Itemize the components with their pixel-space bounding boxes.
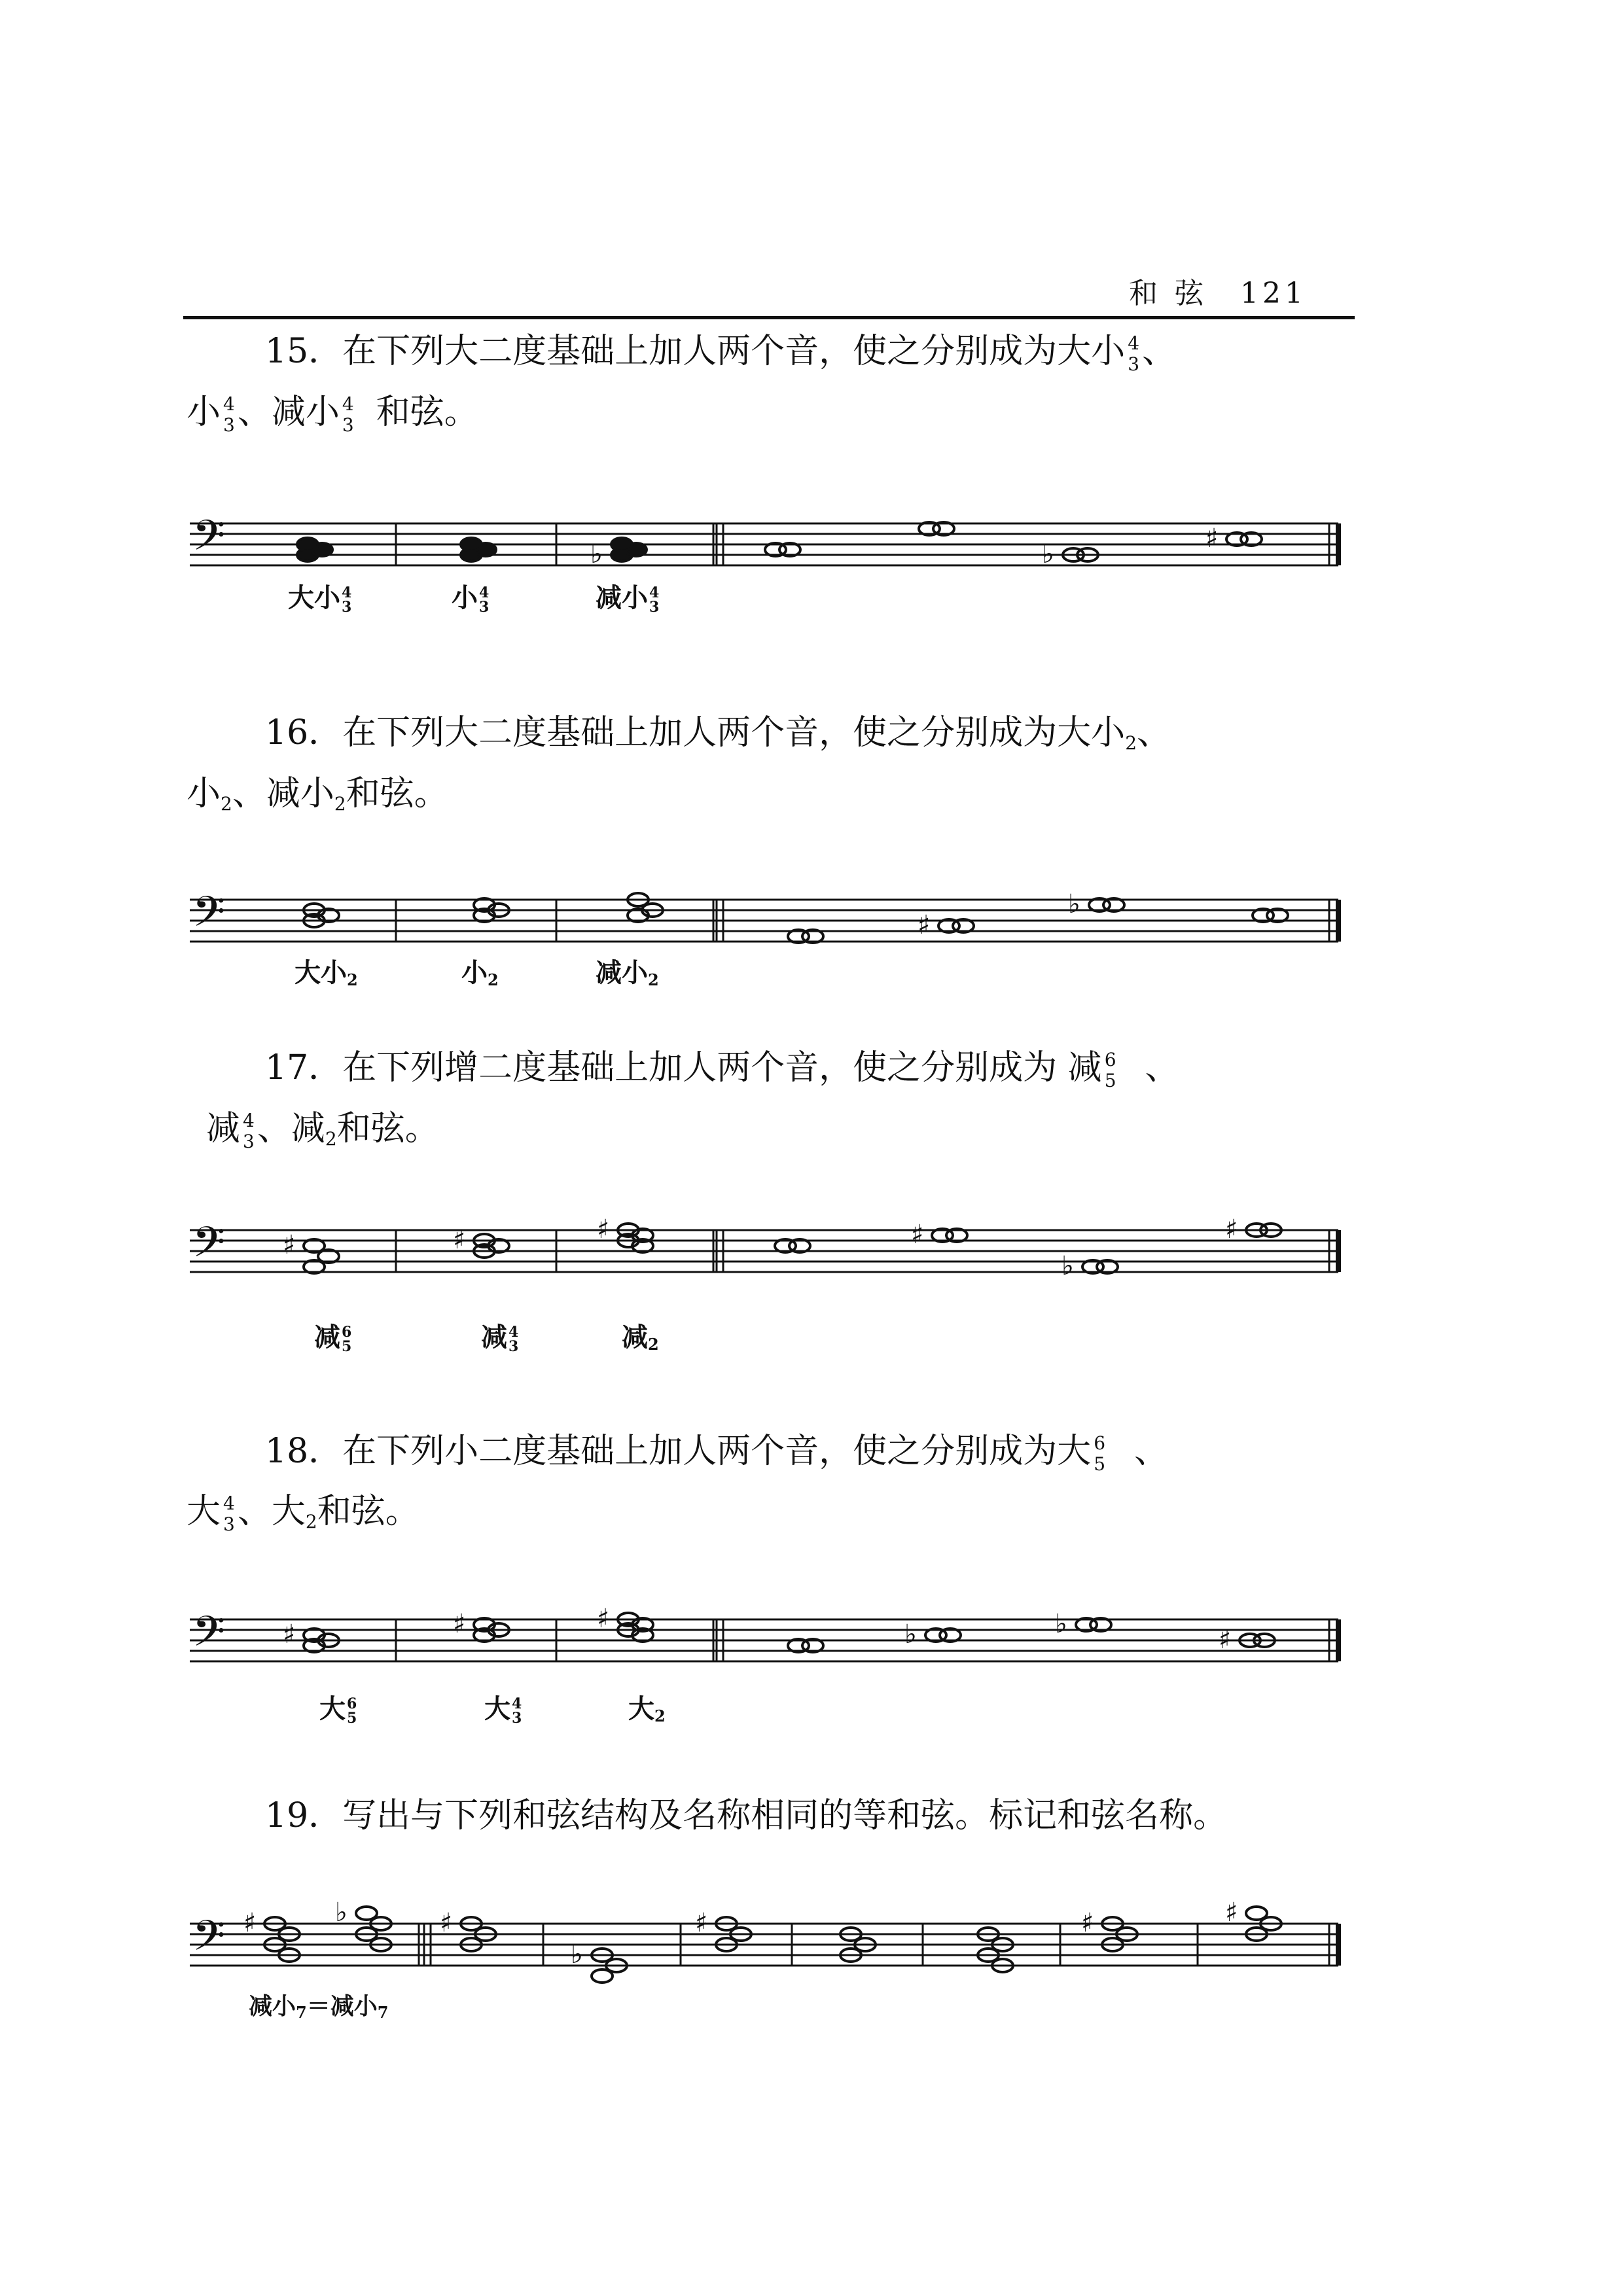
sharp-icon: ♯ [1081,1908,1094,1938]
ex17-label-1: 减 6 5 [314,1322,352,1355]
sharp-icon: ♯ [597,1214,610,1245]
sharp-icon: ♯ [911,1220,924,1250]
flat-icon: ♭ [1042,539,1054,569]
sharp-icon: ♯ [440,1908,453,1938]
ex15-label-3: 减小 4 3 [596,582,660,616]
flat-icon: ♭ [571,1939,583,1969]
ex18-label-2: 大 4 3 [484,1693,522,1727]
exercise-15-line2: 小 4 3 、减小 4 3 和弦。 [187,393,478,436]
sharp-icon: ♯ [1225,1898,1238,1928]
note-head [461,538,482,551]
sharp-icon: ♯ [1205,523,1219,554]
sharp-icon: ♯ [1225,1214,1238,1245]
bass-clef-icon: 𝄢 [192,1218,226,1277]
exercise-19-line1: 19．写出与下列和弦结构及名称相同的等和弦。标记和弦名称。 [265,1796,1228,1835]
sharp-icon: ♯ [918,910,931,940]
sharp-icon: ♯ [283,1230,296,1260]
exercise-17-staff [0,1204,1623,1322]
chapter-title: 和 弦 [1129,277,1207,310]
exercise-16-line2: 小$_2$、减小$_2$和弦。 [187,774,448,815]
note-head [611,538,632,551]
bass-clef-icon: 𝄢 [192,1911,226,1971]
bass-clef-icon: 𝄢 [192,887,226,947]
ex17-label-3: 减2 [622,1322,659,1354]
sharp-icon: ♯ [695,1908,708,1938]
sharp-icon: ♯ [453,1609,466,1639]
note-head [297,538,318,551]
ex18-label-1: 大 6 5 [319,1693,357,1727]
ex15-label-1: 大小 4 3 [288,582,352,616]
ex16-label-1: 大小2 [294,957,358,989]
flat-icon: ♭ [590,539,603,569]
flat-icon: ♭ [904,1619,917,1650]
sharp-icon: ♯ [283,1619,296,1650]
flat-icon: ♭ [1055,1609,1067,1639]
exercise-15-line1: 15．在下列大二度基础上加人两个音，使之分别成为大小 4 3 、 [265,332,1177,375]
exercise-18-staff [0,1590,1623,1708]
sharp-icon: ♯ [1219,1625,1232,1655]
exercise-15-staff [0,497,1623,615]
ex16-label-2: 小2 [461,957,499,989]
bass-clef-icon: 𝄢 [192,1607,226,1667]
ex19-label: 减小7＝减小7 [249,1992,389,2022]
note-head [592,1969,613,1983]
sharp-icon: ♯ [453,1225,466,1255]
sharp-icon: ♯ [597,1604,610,1634]
ex16-label-3: 减小2 [596,957,659,989]
sharp-icon: ♯ [243,1908,257,1938]
exercise-16-line1: 16．在下列大二度基础上加人两个音，使之分别成为大小$_2$、 [265,713,1171,754]
bass-clef-icon: 𝄢 [192,511,226,571]
flat-icon: ♭ [335,1898,348,1928]
page-number: 121 [1240,277,1307,310]
exercise-16-staff [0,864,1623,981]
flat-icon: ♭ [1068,889,1080,919]
running-header [1129,270,1307,311]
exercise-17-line2: 减 4 3 、减$_2$和弦。 [206,1109,439,1152]
exercise-17-line1: 17．在下列增二度基础上加人两个音，使之分别成为 减 6 5 、 [265,1048,1179,1091]
exercise-19-staff [0,1884,1623,2015]
ex18-label-3: 大2 [628,1693,666,1725]
ex17-label-2: 减 4 3 [481,1322,519,1355]
exercise-18-line1: 18．在下列小二度基础上加人两个音，使之分别成为大 6 5 、 [265,1432,1169,1475]
ex15-label-2: 小 4 3 [452,582,490,616]
flat-icon: ♭ [1061,1251,1074,1281]
exercise-18-line2: 大 4 3 、大$_2$和弦。 [187,1492,419,1535]
